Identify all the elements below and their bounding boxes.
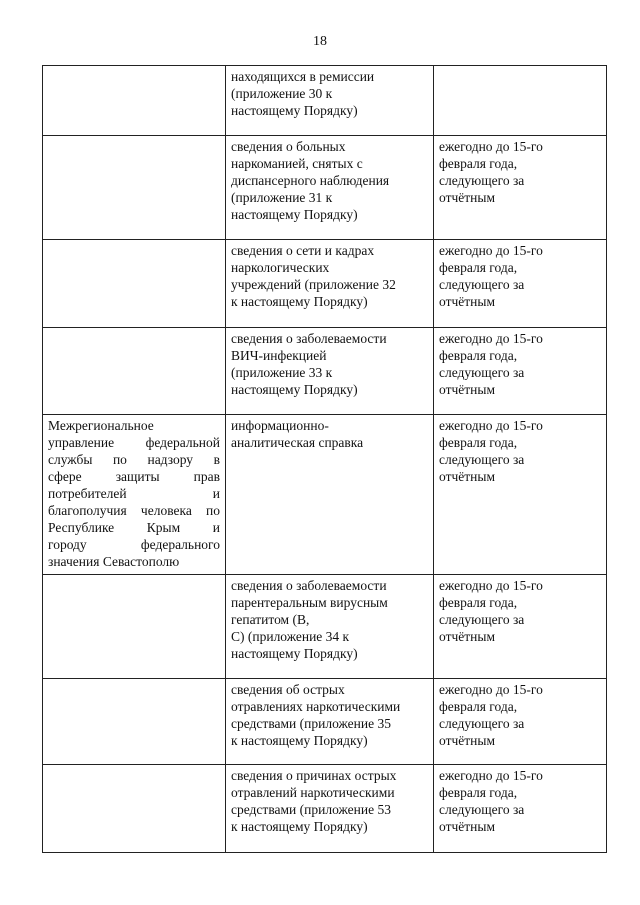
deadline-cell: ежегодно до 15-го февраля года, следующего за отчётным bbox=[434, 240, 607, 328]
table-row bbox=[43, 328, 607, 415]
org-word: службы bbox=[48, 452, 93, 467]
org-word: человека bbox=[140, 503, 192, 518]
deadline-cell: ежегодно до 15-го февраля года, следующего за отчётным bbox=[434, 575, 607, 679]
org-word: управление bbox=[48, 435, 115, 450]
info-cell: сведения о причинах острых отравлений наркотическими средствами (приложение 53 к настоящему Порядку) bbox=[226, 765, 434, 853]
org-word: по bbox=[206, 503, 220, 518]
org-word: сфере bbox=[48, 469, 82, 484]
deadline-cell: ежегодно до 15-го февраля года, следующего за отчётным bbox=[434, 136, 607, 240]
table-row bbox=[43, 575, 607, 679]
info-cell: сведения о больных наркоманией, снятых с диспансерного наблюдения (приложение 31 к настоящему Порядку) bbox=[226, 136, 434, 240]
org-word: в bbox=[213, 452, 220, 467]
table-row bbox=[43, 765, 607, 853]
org-word: городу bbox=[48, 537, 87, 552]
org-word: Республике bbox=[48, 520, 115, 535]
org-cell bbox=[43, 415, 226, 575]
org-line bbox=[48, 451, 220, 468]
deadline-cell: ежегодно до 15-го февраля года, следующего за отчётным bbox=[434, 679, 607, 765]
deadline-cell: ежегодно до 15-го февраля года, следующего за отчётным bbox=[434, 328, 607, 415]
org-word: защиты bbox=[115, 469, 160, 484]
org-word: прав bbox=[193, 469, 220, 484]
org-line bbox=[48, 434, 220, 451]
org-line bbox=[48, 536, 220, 553]
org-word: федерального bbox=[140, 537, 220, 552]
org-word: федеральной bbox=[145, 435, 220, 450]
deadline-cell: ежегодно до 15-го февраля года, следующего за отчётным bbox=[434, 765, 607, 853]
page-number: 18 bbox=[313, 34, 327, 49]
org-cell bbox=[43, 66, 226, 136]
org-word: Крым bbox=[146, 520, 181, 535]
info-cell: сведения о сети и кадрах наркологических учреждений (приложение 32 к настоящему Порядку) bbox=[226, 240, 434, 328]
org-cell bbox=[43, 765, 226, 853]
organization-name bbox=[48, 417, 220, 570]
org-cell bbox=[43, 240, 226, 328]
table-row bbox=[43, 679, 607, 765]
table-row bbox=[43, 136, 607, 240]
org-word: по bbox=[112, 452, 127, 467]
org-line bbox=[48, 468, 220, 485]
info-cell: находящихся в ремиссии (приложение 30 к настоящему Порядку) bbox=[226, 66, 434, 136]
deadline-cell bbox=[434, 66, 607, 136]
org-line bbox=[48, 519, 220, 536]
org-line: Межрегиональное bbox=[48, 418, 154, 433]
org-word: и bbox=[212, 520, 220, 535]
deadline-cell: ежегодно до 15-го февраля года, следующего за отчётным bbox=[434, 415, 607, 575]
org-line: значения Севастополю bbox=[48, 554, 180, 569]
org-cell bbox=[43, 136, 226, 240]
reporting-table bbox=[42, 65, 607, 853]
table-row bbox=[43, 415, 607, 575]
org-word: благополучия bbox=[48, 503, 127, 518]
info-cell: сведения о заболеваемости ВИЧ-инфекцией (приложение 33 к настоящему Порядку) bbox=[226, 328, 434, 415]
org-word: и bbox=[212, 486, 220, 501]
org-cell bbox=[43, 575, 226, 679]
org-word: потребителей bbox=[48, 486, 127, 501]
org-line bbox=[48, 502, 220, 519]
table-row bbox=[43, 66, 607, 136]
info-cell: сведения об острых отравлениях наркотическими средствами (приложение 35 к настоящему Порядку) bbox=[226, 679, 434, 765]
info-cell: информационно- аналитическая справка bbox=[226, 415, 434, 575]
info-cell: сведения о заболеваемости парентеральным вирусным гепатитом (В, С) (приложение 34 к настоящему Порядку) bbox=[226, 575, 434, 679]
org-word: надзору bbox=[147, 452, 194, 467]
org-line bbox=[48, 485, 220, 502]
org-cell bbox=[43, 328, 226, 415]
org-cell bbox=[43, 679, 226, 765]
table-row bbox=[43, 240, 607, 328]
